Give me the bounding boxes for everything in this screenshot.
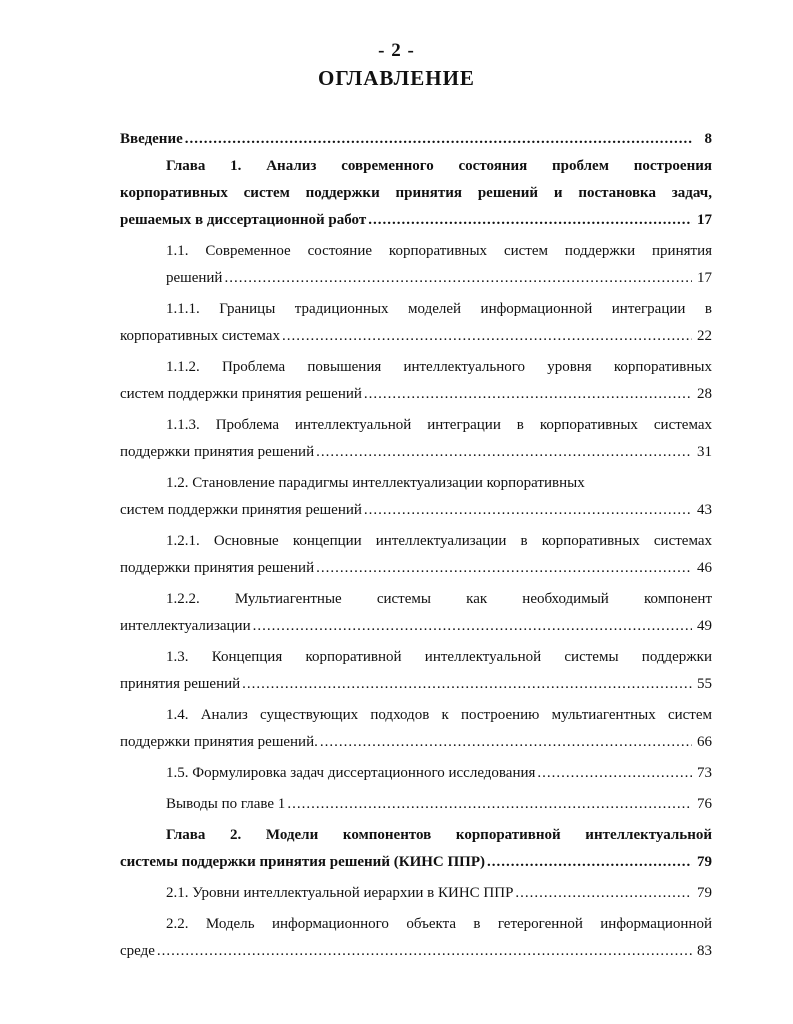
toc-entry-conclusions-1[interactable]	[120, 791, 712, 818]
toc-leader-dots	[368, 207, 692, 234]
toc-entry-1-3-line-1[interactable]: 1.3. Концепция корпоративной интеллектуальной системы поддержки	[166, 649, 712, 665]
toc-entry-text: систем поддержки принятия решений	[120, 502, 362, 518]
toc-leader-dots	[185, 126, 692, 153]
toc-page-number: 79	[697, 885, 712, 901]
toc-leader-dots	[537, 760, 692, 787]
toc-entry-text: систем поддержки принятия решений	[120, 386, 362, 402]
toc-entry-text: 2.1. Уровни интеллектуальной иерархии в КИНС ППР	[166, 885, 514, 901]
toc-entry-text: корпоративных системах	[120, 328, 280, 344]
toc-page-number: 28	[697, 386, 712, 402]
toc-leader-dots	[320, 729, 692, 756]
toc-entry-1-2-line-2	[120, 497, 712, 524]
toc-entry-1-4-line-1[interactable]: 1.4. Анализ существующих подходов к построению мультиагентных систем	[166, 707, 712, 723]
table-of-contents	[120, 126, 712, 965]
toc-entry-1-1-2-line-2	[120, 381, 712, 408]
toc-entry-text: поддержки принятия решений.	[120, 734, 318, 750]
toc-entry-text: поддержки принятия решений	[120, 560, 315, 576]
toc-entry-1-1-3-line-2	[120, 439, 712, 466]
toc-page-number: 73	[697, 765, 712, 781]
toc-entry-text: решений	[166, 270, 223, 286]
toc-entry-chapter-1-line-1[interactable]: Глава 1. Анализ современного состояния проблем построения	[166, 158, 712, 174]
toc-leader-dots	[487, 849, 692, 876]
toc-entry-1-2-1-line-2	[120, 555, 712, 582]
toc-entry-text: интеллектуализации	[120, 618, 251, 634]
toc-entry-2-2-line-2	[120, 938, 712, 965]
toc-entry-1-1-2-line-1[interactable]: 1.1.2. Проблема повышения интеллектуального уровня корпоративных	[166, 359, 712, 375]
toc-entry-1-1-line-2	[120, 265, 712, 292]
toc-page-number: 49	[697, 618, 712, 634]
toc-leader-dots	[287, 791, 692, 818]
toc-entry-1-1-line-1[interactable]: 1.1. Современное состояние корпоративных систем поддержки принятия	[166, 243, 712, 259]
toc-entry-intro[interactable]	[120, 126, 712, 153]
toc-page-number: 31	[697, 444, 712, 460]
toc-entry-chapter-2-line-2	[120, 849, 712, 876]
toc-entry-1-2-2-line-1[interactable]: 1.2.2. Мультиагентные системы как необходимый компонент	[166, 591, 712, 607]
toc-page-number: 76	[697, 796, 712, 812]
toc-entry-1-2-2-line-2	[120, 613, 712, 640]
toc-entry-text: 1.5. Формулировка задач диссертационного исследования	[166, 765, 536, 781]
toc-page-number: 43	[697, 502, 712, 518]
toc-leader-dots	[316, 555, 692, 582]
toc-entry-text: поддержки принятия решений	[120, 444, 315, 460]
toc-entry-1-1-3-line-1[interactable]: 1.1.3. Проблема интеллектуальной интеграции в корпоративных системах	[166, 417, 712, 433]
toc-page-number: 46	[697, 560, 712, 576]
toc-page-number: 17	[697, 212, 712, 228]
toc-leader-dots	[515, 880, 692, 907]
toc-page-number: 83	[697, 943, 712, 959]
toc-entry-1-2-1-line-1[interactable]: 1.2.1. Основные концепции интеллектуализации в корпоративных системах	[166, 533, 712, 549]
toc-page-number: 22	[697, 328, 712, 344]
toc-entry-chapter-1-line-2: корпоративных систем поддержки принятия решений и постановка задач,	[120, 185, 712, 201]
toc-entry-1-2-line-1[interactable]: 1.2. Становление парадигмы интеллектуализации корпоративных	[166, 475, 585, 491]
toc-entry-text: решаемых в диссертационной работ	[120, 212, 367, 228]
toc-entry-1-4-line-2	[120, 729, 712, 756]
toc-entry-1-1-1-line-1[interactable]: 1.1.1. Границы традиционных моделей информационной интеграции в	[166, 301, 712, 317]
toc-leader-dots	[316, 439, 692, 466]
toc-leader-dots	[364, 381, 692, 408]
toc-leader-dots	[364, 497, 692, 524]
toc-leader-dots	[242, 671, 692, 698]
toc-page-number: 66	[697, 734, 712, 750]
toc-entry-text: принятия решений	[120, 676, 241, 692]
toc-page-number: 8	[704, 131, 712, 147]
toc-leader-dots	[157, 938, 692, 965]
toc-page-number: 79	[697, 854, 712, 870]
toc-entry-text: Выводы по главе 1	[166, 796, 286, 812]
toc-entry-chapter-2-line-1[interactable]: Глава 2. Модели компонентов корпоративной интеллектуальной	[166, 827, 712, 843]
toc-entry-text: Введение	[120, 131, 183, 147]
toc-entry-1-3-line-2	[120, 671, 712, 698]
toc-page-number: 17	[697, 270, 712, 286]
page-number: - 2 -	[378, 40, 415, 61]
toc-leader-dots	[282, 323, 692, 350]
toc-page-number: 55	[697, 676, 712, 692]
toc-leader-dots	[224, 265, 692, 292]
toc-entry-1-1-1-line-2	[120, 323, 712, 350]
toc-leader-dots	[253, 613, 692, 640]
toc-title: ОГЛАВЛЕНИЕ	[318, 66, 475, 90]
toc-entry-text: среде	[120, 943, 155, 959]
toc-entry-text: системы поддержки принятия решений (КИНС ППР)	[120, 854, 486, 870]
toc-entry-2-1[interactable]	[120, 880, 712, 907]
toc-entry-chapter-1-line-3	[120, 207, 712, 234]
toc-entry-1-5[interactable]	[120, 760, 712, 787]
toc-entry-2-2-line-1[interactable]: 2.2. Модель информационного объекта в гетерогенной информационной	[166, 916, 712, 932]
